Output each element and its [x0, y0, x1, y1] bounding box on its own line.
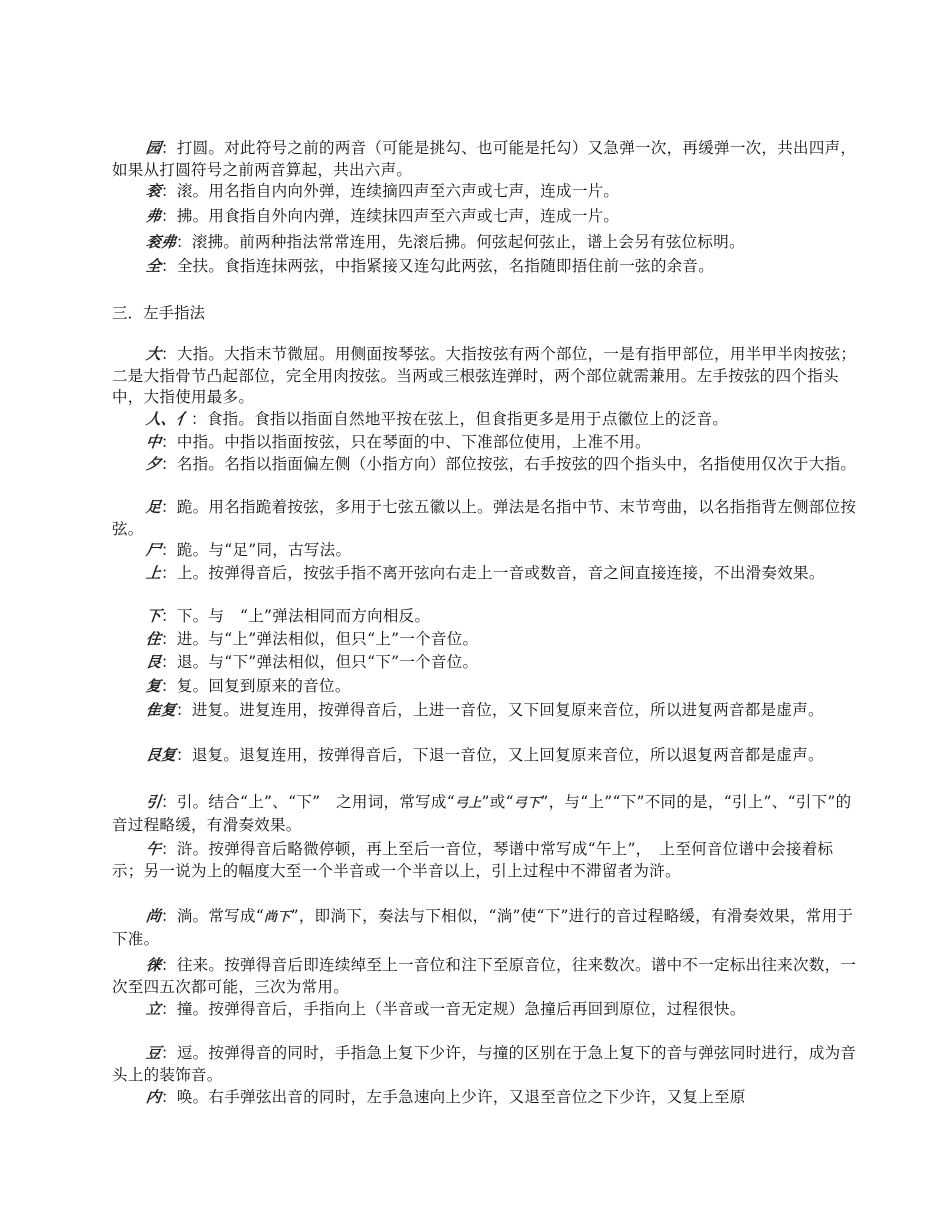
entry-gunfu [112, 232, 857, 254]
tablature-glyph: 艮 [145, 653, 163, 671]
tablature-glyph: 人、亻 [145, 410, 193, 428]
entry-text: ：大指。大指末节微屈。用侧面按琴弦。大指按弦有两个部位，一是有指甲部位，用半甲半肉按弦；二是大指骨节凸起部位，完全用肉按弦。当两或三根弦连弹时，两个部位就需兼用。左手按弦的四个指头中，大指使用最多。 [112, 345, 857, 406]
entry-huan [112, 1087, 857, 1109]
entry-fu [112, 206, 857, 228]
entry-mingzhi [112, 454, 857, 476]
entry-zhongzhi [112, 432, 857, 454]
entry-text: ：食指。食指以指面自然地平按在弦上，但食指更多是用于点徽位上的泛音。 [191, 410, 729, 428]
entry-tui [112, 652, 857, 674]
tablature-glyph: 徕 [145, 956, 163, 974]
tablature-glyph: 艮复 [145, 746, 178, 764]
entry-wanglai [112, 955, 857, 998]
entry-jinfu [112, 700, 857, 722]
tablature-glyph: 下 [145, 607, 163, 625]
entry-text: ：上。按弹得音后，按弦手指不离开弦向右走上一音或数音，音之间直接连接，不出滑奏效果。 [161, 564, 825, 582]
entry-text: ”或“ [481, 793, 514, 811]
entry-shang [112, 563, 857, 585]
tablature-glyph: 豆 [145, 1044, 163, 1062]
entry-text: ：滚。用名指自内向外弹，连续摘四声至六声或七声，连成一片。 [161, 182, 620, 200]
tablature-glyph: 住 [145, 630, 163, 648]
entry-dou [112, 1043, 857, 1086]
tablature-glyph: 复 [145, 677, 163, 695]
entry-text: ：下。与 “上”弹法相同而方向相反。 [161, 607, 431, 625]
tablature-glyph: 内 [145, 1088, 163, 1106]
tablature-glyph: 中 [145, 433, 163, 451]
entry-xia [112, 606, 857, 628]
tablature-glyph: 午 [145, 840, 163, 858]
tablature-glyph: 弓下 [513, 796, 541, 811]
entry-dayuan [112, 138, 857, 181]
entry-text: ：唤。右手弹弦出音的同时，左手急速向上少许，又退至音位之下少许，又复上至原 [161, 1088, 746, 1106]
entry-gun [112, 181, 857, 203]
tablature-glyph: 园 [145, 139, 163, 157]
entry-text: ：淌。常写成“ [161, 907, 265, 925]
entry-text: ：复。回复到原来的音位。 [161, 677, 351, 695]
entry-quanfu [112, 256, 857, 278]
entry-tuifu [112, 745, 857, 767]
entry-text: ：跪。用名指跪着按弦，多用于七弦五徽以上。弹法是名指中节、末节弯曲，以名指指背左侧部位按弦。 [112, 498, 857, 538]
tablature-glyph: 隹复 [145, 701, 178, 719]
entry-text: ：名指。名指以指面偏左侧（小指方向）部位按弦，右手按弦的四个指头中，名指使用仅次于大指。 [161, 455, 857, 473]
entry-text: ”，与“上”“下”不同的是，“引上”、“引下”的音过程略缓，有滑奏效果。 [112, 793, 852, 834]
entry-text: ：进复。进复连用，按弹得音后，上进一音位，又下回复原来音位，所以进复两音都是虚声。 [176, 701, 824, 719]
tablature-glyph: 足 [145, 498, 163, 516]
entry-dazhi [112, 344, 857, 409]
tablature-glyph: 弓上 [454, 796, 482, 811]
entry-hu [112, 839, 857, 882]
entry-text: ：撞。按弹得音后，手指向上（半音或一音无定规）急撞后再回到原位，过程很快。 [161, 1000, 746, 1018]
tablature-glyph: 衮弗 [145, 233, 178, 251]
tablature-glyph: 引 [145, 793, 163, 811]
entry-gui-old [112, 540, 857, 562]
entry-text: ：滚拂。前两种指法常常连用，先滚后拂。何弦起何弦止，谱上会另有弦位标明。 [176, 233, 745, 251]
entry-text: ：全扶。食指连抹两弦，中指紧接又连勾此两弦，名指随即捂住前一弦的余音。 [161, 257, 715, 275]
entry-yin [112, 792, 857, 836]
tablature-glyph: 夕 [145, 455, 163, 473]
entry-text: ：浒。按弹得音后略微停顿，再上至后一音位，琴谱中常写成“午上”， 上至何音位谱中会接着标示；另一说为上的幅度大至一个半音或一个半音以上，引上过程中不滞留者为浒。 [112, 840, 834, 880]
entry-fu2 [112, 676, 857, 698]
entry-gui [112, 497, 857, 540]
tablature-glyph: 上 [145, 564, 163, 582]
entry-text: ：拂。用食指自外向内弹，连续抹四声至六声或七声，连成一片。 [161, 207, 620, 225]
tablature-glyph: 全 [145, 257, 163, 275]
entry-text: ：中指。中指以指面按弦，只在琴面的中、下准部位使用，上准不用。 [161, 433, 651, 451]
entry-text: ：跪。与“足”同，古写法。 [161, 541, 352, 559]
entry-text: ：打圆。对此符号之前的两音（可能是挑勾、也可能是托勾）又急弹一次，再缓弹一次，共出四声，如果从打圆符号之前两音算起，共出六声。 [112, 139, 857, 179]
tablature-glyph: 尸 [145, 541, 163, 559]
entry-text: ：引。结合“上”、“下” 之用词，常写成“ [161, 793, 455, 811]
entry-tang [112, 906, 857, 950]
tablature-glyph: 大 [145, 345, 163, 363]
tablature-glyph: 立 [145, 1000, 163, 1018]
entry-jin [112, 629, 857, 651]
entry-text: ：往来。按弹得音后即连续绰至上一音位和注下至原音位，往来数次。谱中不一定标出往来次数，一次至四五次都可能，三次为常用。 [112, 956, 857, 996]
entry-text: ”，即淌下，奏法与下相似，“淌”使“下”进行的音过程略缓，有滑奏效果，常用于下准。 [112, 907, 854, 948]
tablature-glyph: 弗 [145, 207, 163, 225]
entry-text: ：退。与“下”弹法相似，但只“下”一个音位。 [161, 653, 479, 671]
tablature-glyph: 衮 [145, 182, 163, 200]
entry-text: ：逗。按弹得音的同时，手指急上复下少许，与撞的区别在于急上复下的音与弹弦同时进行，成为音头上的装饰音。 [112, 1044, 857, 1084]
entry-text: ：退复。退复连用，按弹得音后，下退一音位，又上回复原来音位，所以退复两音都是虚声。 [176, 746, 824, 764]
entry-text: ：进。与“上”弹法相似，但只“上”一个音位。 [161, 630, 479, 648]
entry-zhuang [112, 999, 857, 1021]
section-heading: 三．左手指法 [112, 304, 206, 322]
entry-shizhi [112, 409, 857, 431]
tablature-glyph: 尚 [145, 907, 163, 925]
tablature-glyph: 尚下 [264, 910, 291, 925]
